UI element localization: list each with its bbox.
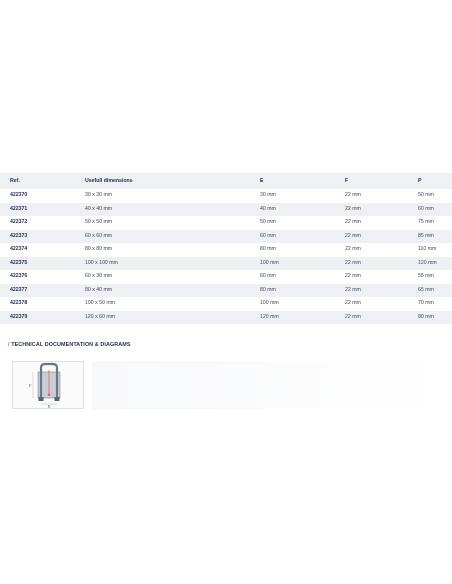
diagram-label-f: F — [29, 383, 32, 388]
section-title-text: TECHNICAL DOCUMENTATION & DIAGRAMS — [11, 342, 131, 348]
cell-dimensions: 30 x 30 mm — [85, 192, 113, 198]
table-row — [0, 189, 452, 203]
cell-dimensions: 60 x 30 mm — [85, 273, 113, 279]
cell-dimensions: 50 x 50 mm — [85, 219, 113, 225]
cell-e: 50 mm — [260, 219, 276, 225]
cell-ref: 422374 — [10, 246, 28, 252]
table-row — [0, 203, 452, 217]
cell-p: 110 mm — [418, 246, 437, 252]
header-e: E — [260, 178, 264, 184]
cell-f: 22 mm — [345, 300, 361, 306]
cell-p: 70 mm — [418, 300, 434, 306]
cell-p: 75 mm — [418, 219, 434, 225]
cell-ref: 422372 — [10, 219, 28, 225]
cell-e: 40 mm — [260, 205, 276, 212]
cell-ref: 422375 — [10, 259, 28, 266]
cell-e: 30 mm — [260, 192, 276, 198]
cell-ref: 422371 — [10, 205, 28, 212]
table-row — [0, 243, 452, 257]
cell-f: 22 mm — [345, 259, 361, 266]
header-ref: Ref. — [10, 178, 20, 184]
cell-ref: 422378 — [10, 300, 28, 306]
cell-dimensions: 80 x 40 mm — [85, 286, 113, 293]
table-header-row — [0, 173, 452, 189]
table-row — [0, 311, 452, 325]
table-row — [0, 257, 452, 271]
cell-p: 85 mm — [418, 232, 434, 239]
cell-dimensions: 100 x 50 mm — [85, 300, 115, 306]
cell-ref: 422376 — [10, 273, 28, 279]
table-body — [0, 189, 452, 324]
cell-dimensions: 40 x 40 mm — [85, 205, 113, 212]
section-slash: / — [8, 342, 10, 348]
cell-p: 60 mm — [418, 205, 434, 212]
cell-e: 60 mm — [260, 232, 276, 239]
cell-dimensions: 100 x 100 mm — [85, 259, 118, 266]
cell-p: 80 mm — [418, 313, 434, 320]
cell-e: 100 mm — [260, 259, 279, 266]
diagram-thumbnail[interactable] — [12, 361, 84, 409]
cell-dimensions: 80 x 80 mm — [85, 246, 113, 252]
cell-f: 22 mm — [345, 246, 361, 252]
cell-e: 60 mm — [260, 273, 276, 279]
cell-f: 22 mm — [345, 232, 361, 239]
cell-f: 22 mm — [345, 205, 361, 212]
header-f: F — [345, 178, 349, 184]
table-row — [0, 230, 452, 244]
cell-f: 22 mm — [345, 313, 361, 320]
diagram-area-background — [92, 361, 444, 409]
cell-f: 22 mm — [345, 273, 361, 279]
cell-e: 100 mm — [260, 300, 279, 306]
table-row — [0, 270, 452, 284]
spec-table — [0, 173, 452, 324]
cell-ref: 422377 — [10, 286, 28, 293]
cell-p: 50 mm — [418, 192, 434, 198]
cell-e: 120 mm — [260, 313, 279, 320]
section-title — [8, 342, 131, 348]
cell-p: 120 mm — [418, 259, 437, 266]
cell-ref: 422370 — [10, 192, 28, 198]
cell-dimensions: 120 x 60 mm — [85, 313, 115, 320]
cell-ref: 422379 — [10, 313, 28, 320]
cell-ref: 422373 — [10, 232, 28, 239]
cell-f: 22 mm — [345, 219, 361, 225]
header-dimensions: Usefull dimensions — [85, 178, 133, 184]
header-p: P — [418, 178, 422, 184]
u-bolt-diagram-icon — [13, 362, 83, 408]
diagram-label-e: E — [48, 403, 51, 408]
cell-p: 55 mm — [418, 273, 434, 279]
table-row — [0, 284, 452, 298]
cell-p: 65 mm — [418, 286, 434, 293]
cell-f: 22 mm — [345, 192, 361, 198]
table-row — [0, 216, 452, 230]
cell-dimensions: 60 x 60 mm — [85, 232, 113, 239]
table-row — [0, 297, 452, 311]
cell-f: 22 mm — [345, 286, 361, 293]
cell-e: 80 mm — [260, 246, 276, 252]
cell-e: 80 mm — [260, 286, 276, 293]
